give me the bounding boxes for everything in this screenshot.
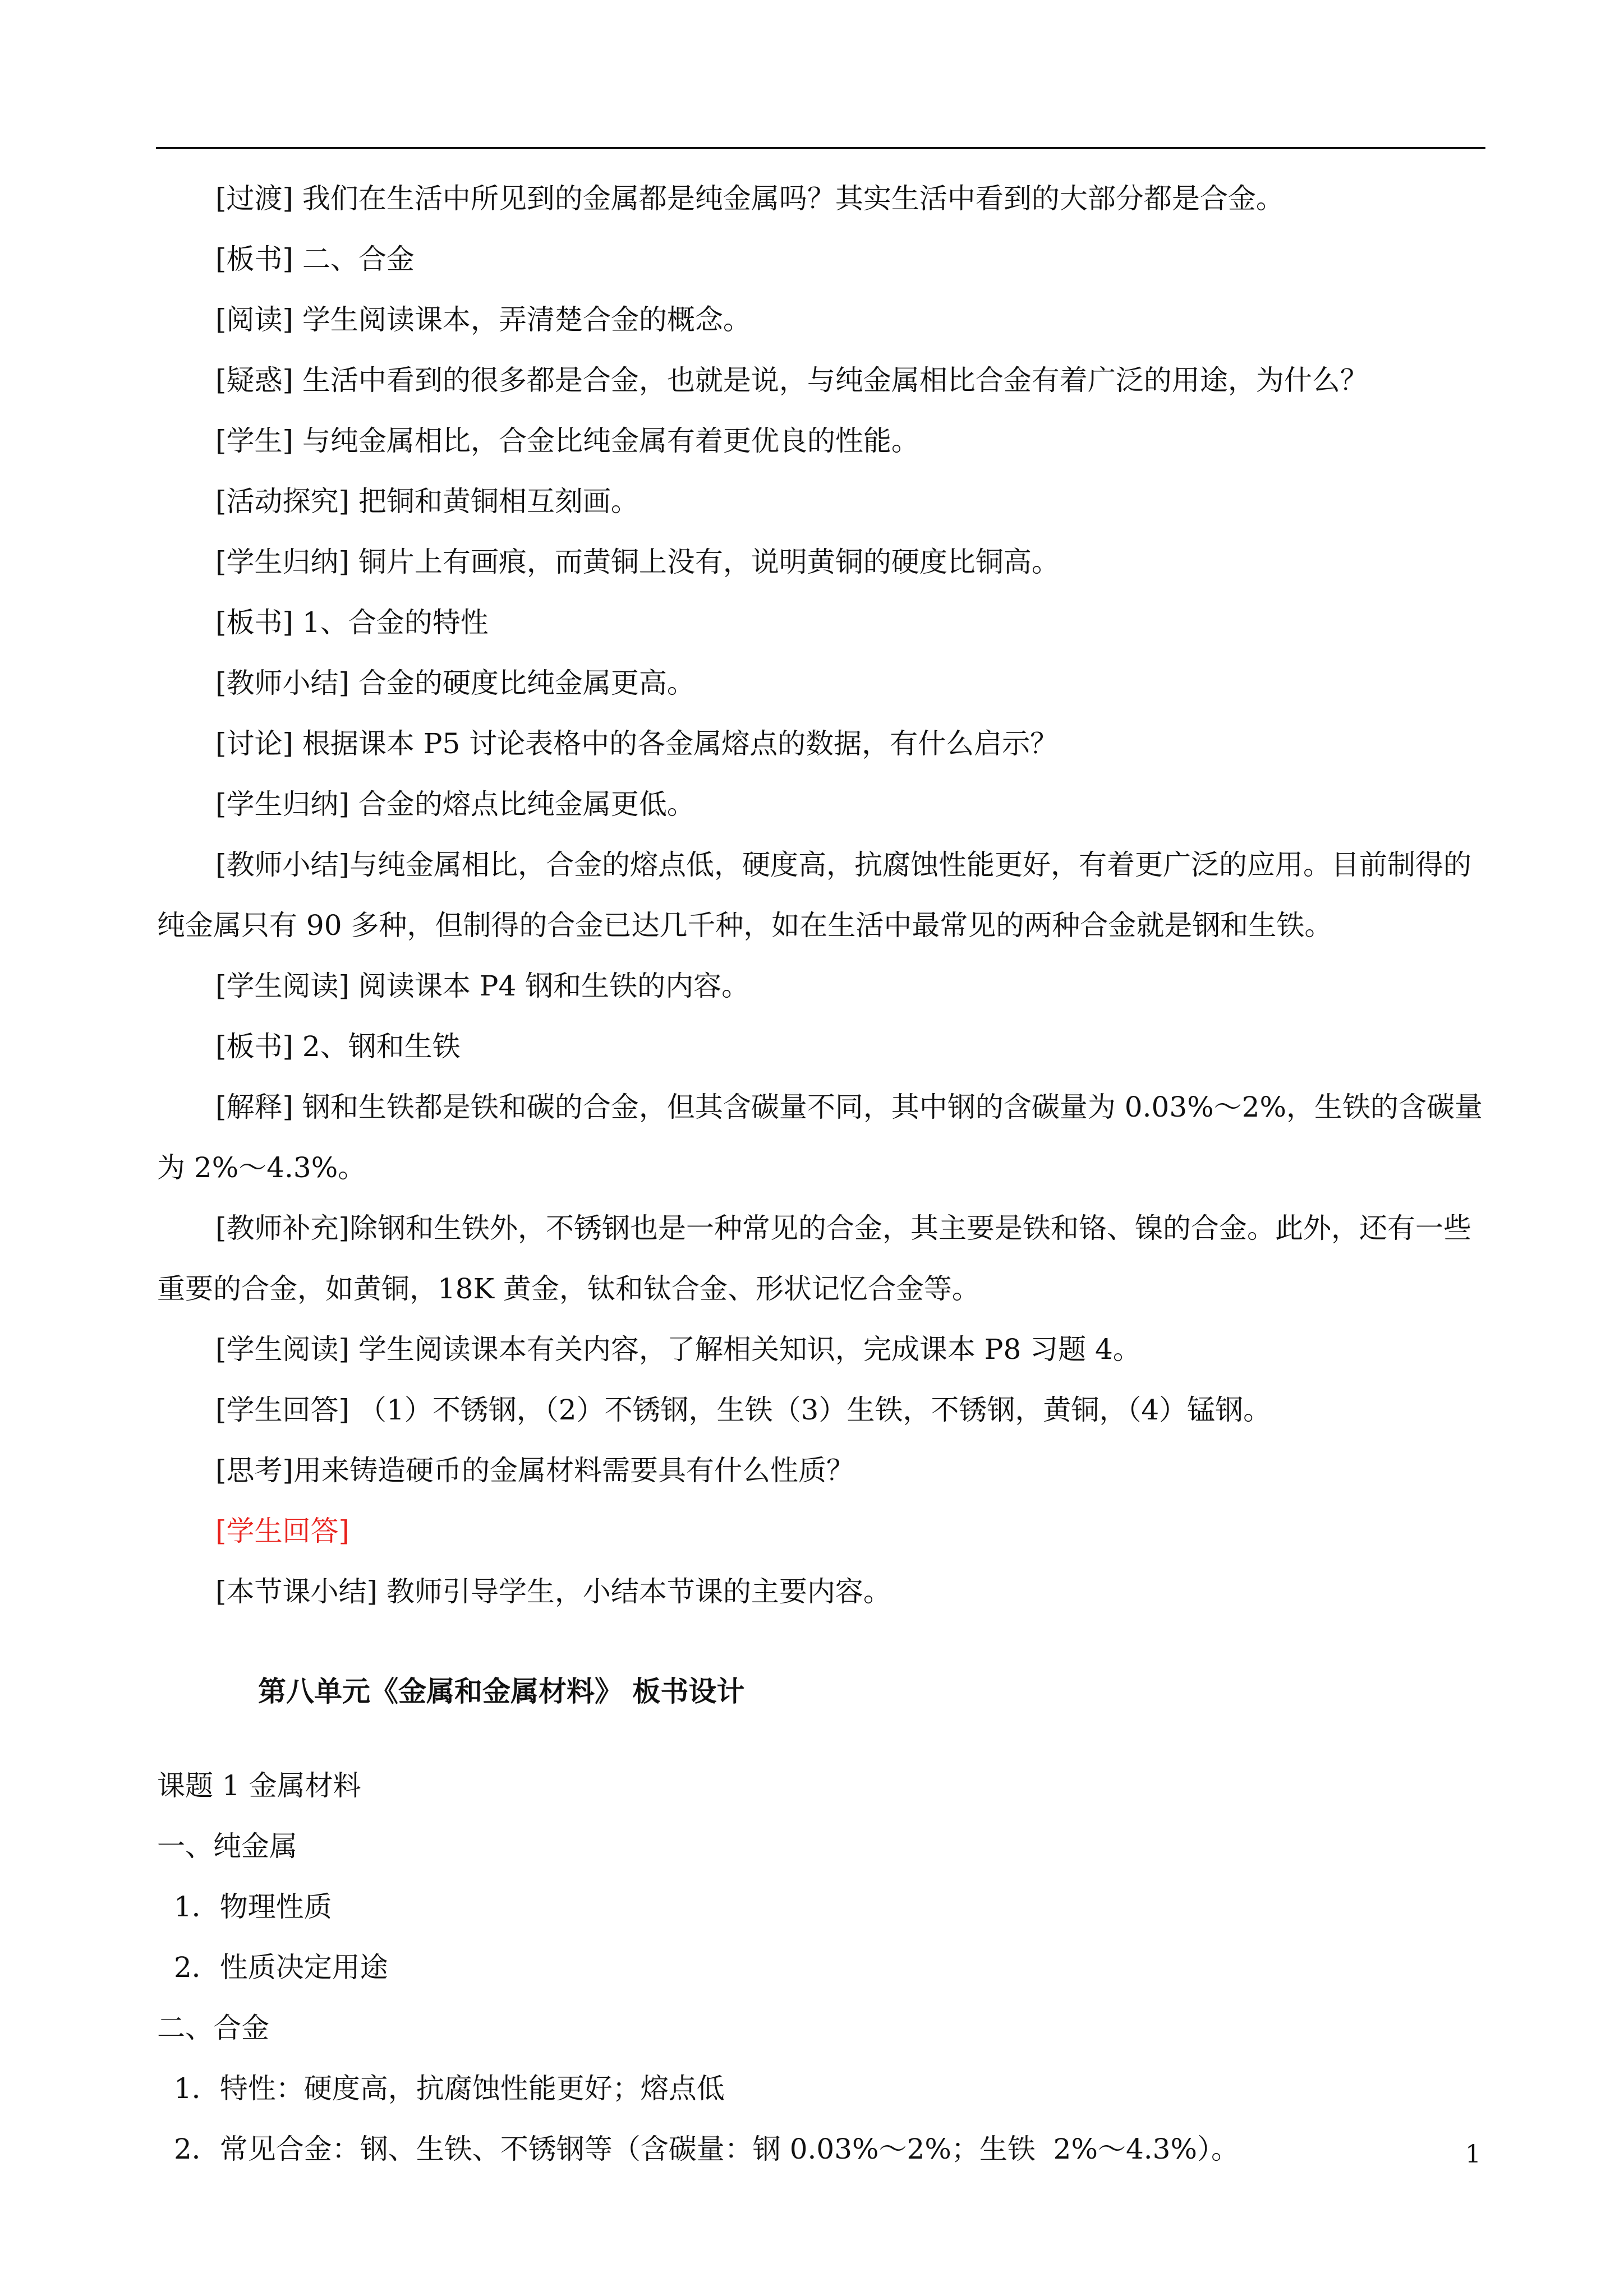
paragraph-think: [思考]用来铸造硬币的金属材料需要具有什么性质？ — [215, 1454, 855, 1487]
outline-item: 1．特性：硬度高，抗腐蚀性能更好；熔点低 — [174, 2072, 725, 2105]
outline-heading-alloy: 二、合金 — [157, 2012, 269, 2044]
paragraph-discussion: [讨论] 根据课本 P5 讨论表格中的各金属熔点的数据，有什么启示？ — [215, 727, 1059, 760]
paragraph-teacher-summary-hardness: [教师小结] 合金的硬度比纯金属更高。 — [215, 667, 695, 699]
paragraph-student-answers: [学生回答] （1）不锈钢，（2）不锈钢，生铁（3）生铁，不锈钢，黄铜，（4）锰钢。 — [215, 1394, 1272, 1426]
header-rule — [156, 147, 1485, 149]
paragraph-student-summary-hardness: [学生归纳] 铜片上有画痕，而黄铜上没有，说明黄铜的硬度比铜高。 — [215, 546, 1060, 578]
section-title: 第八单元《金属和金属材料》 板书设计 — [258, 1675, 745, 1708]
outline-item: 2．性质决定用途 — [174, 1951, 388, 1984]
paragraph-teacher-summary-alloys: [教师小结]与纯金属相比，合金的熔点低，硬度高，抗腐蚀性能更好，有着更广泛的应用。目前制得的纯金属只有 90 多种，但制得的合金已达几千种，如在生活中最常见的两种合金就是钢和生铁。 — [157, 849, 1472, 942]
paragraph-board-alloy: [板书] 二、合金 — [215, 243, 415, 275]
outline-heading-pure-metal: 一、纯金属 — [157, 1830, 297, 1862]
outline-item: 2．常见合金：钢、生铁、不锈钢等（含碳量：钢 0.03%～2%；生铁 2%～4.3%）。 — [174, 2133, 1239, 2165]
paragraph-board-properties: [板书] 1、合金的特性 — [215, 606, 489, 639]
paragraph-lesson-summary: [本节课小结] 教师引导学生，小结本节课的主要内容。 — [215, 1575, 891, 1608]
paragraph-question: [疑惑] 生活中看到的很多都是合金，也就是说，与纯金属相比合金有着广泛的用途，为什么？ — [215, 364, 1368, 397]
paragraph-board-steel-iron: [板书] 2、钢和生铁 — [215, 1030, 461, 1063]
paragraph-teacher-supplement: [教师补充]除钢和生铁外，不锈钢也是一种常见的合金，其主要是铁和铬、镍的合金。此外，还有一些重要的合金，如黄铜，18K 黄金，钛和钛合金、形状记忆合金等。 — [157, 1212, 1472, 1305]
paragraph-transition: [过渡] 我们在生活中所见到的金属都是纯金属吗？其实生活中看到的大部分都是合金。 — [215, 182, 1284, 215]
paragraph-reading: [阅读] 学生阅读课本，弄清楚合金的概念。 — [215, 303, 751, 336]
paragraph-student: [学生] 与纯金属相比，合金比纯金属有着更优良的性能。 — [215, 425, 919, 457]
outline-topic: 课题 1 金属材料 — [157, 1769, 361, 1802]
page-number: 1 — [1465, 2140, 1481, 2169]
paragraph-student-answer-red: [学生回答] — [215, 1515, 350, 1547]
paragraph-activity: [活动探究] 把铜和黄铜相互刻画。 — [215, 485, 639, 518]
paragraph-explanation: [解释] 钢和生铁都是铁和碳的合金，但其含碳量不同，其中钢的含碳量为 0.03%～2%，生铁的含碳量为 2%～4.3%。 — [157, 1091, 1483, 1184]
paragraph-student-reading-p8: [学生阅读] 学生阅读课本有关内容，了解相关知识，完成课本 P8 习题 4。 — [215, 1333, 1141, 1366]
outline-item: 1．物理性质 — [174, 1891, 332, 1923]
document-body — [157, 168, 1487, 2179]
paragraph-student-summary-melting: [学生归纳] 合金的熔点比纯金属更低。 — [215, 788, 695, 820]
paragraph-student-reading-p4: [学生阅读] 阅读课本 P4 钢和生铁的内容。 — [215, 970, 750, 1002]
board-outline — [157, 1755, 1487, 2179]
